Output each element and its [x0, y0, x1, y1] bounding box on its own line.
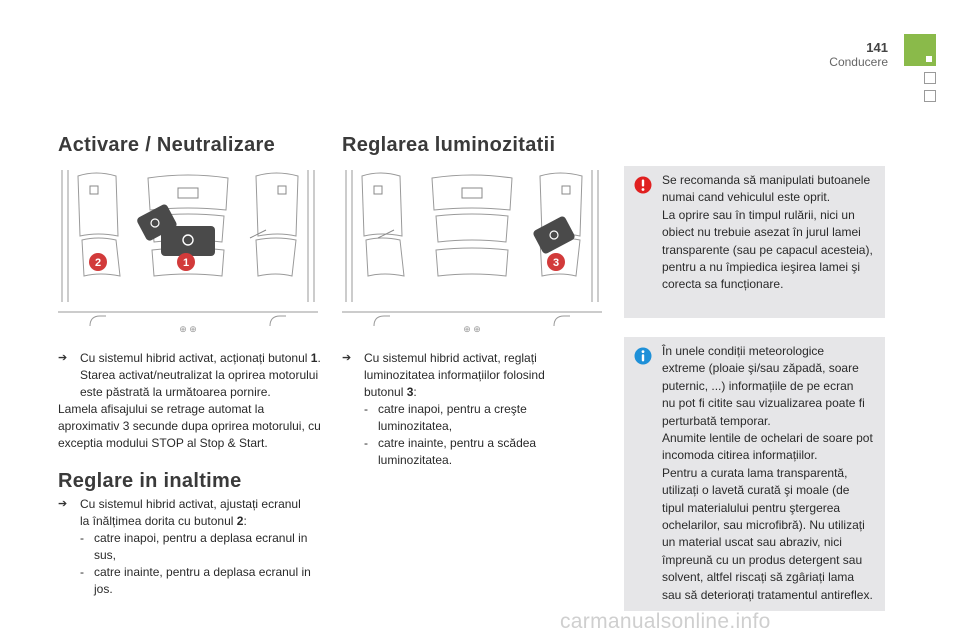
activate-text: ➔ Cu sistemul hibrid activat, acționați butonul 1. Starea activat/neutralizat la oprirea motorului este păstrată la următoarea pornire. Lamela afisajului se retrage automat la aproximativ 3 secunde dupa oprirea motorului, cu exceptia modului STOP al Stop & Start.	[58, 351, 321, 450]
brightness-text: ➔ Cu sistemul hibrid activat, reglați luminozitatea informațiilor folosind butonul 3: - catre inapoi, pentru a creşte luminozitatea, - catre inainte, pentru a scădea luminozitatea.	[342, 351, 545, 467]
switch-panel-illustration-right	[340, 166, 604, 342]
warning-note-text: Se recomanda să manipulati butoanele numai cand vehiculul este oprit. La oprire sau în timpul rulării, nici un obiect nu trebuie asezat în jurul lamei transparente (sau pe capacul acesteia), pentru a nu împiedica ieşirea lamei şi corecta sa funcționare.	[662, 173, 873, 292]
info-note-text: În unele condiții meteorologice extreme (ploaie şi/sau zăpadă, soare puternic, ...) informațiile de pe ecran nu pot fi citite sau vizualizarea poate fi perturbată temporar. Anumite lentile de ochelari de soare pot incomoda citirea informațiilor. Pentru a curata lama transparentă, utilizați o lavetă curată şi moale (de tipul materialului pentru ştergerea ochelarilor, sau microfibră). Nu utilizați un material uscat sau abraziv, nici împreună cu un produs detergent sau solvent, altfel riscați să zgâriați lama sau să deteriorați tratamentul antireflex.	[662, 344, 873, 602]
info-icon	[634, 347, 652, 365]
chapter-tab	[904, 34, 936, 66]
callout-2-label: 2	[94, 257, 102, 269]
chapter-tab-empty-1	[924, 72, 936, 84]
page-number: 141	[866, 40, 888, 55]
warning-icon	[634, 176, 652, 194]
switch-panel-illustration-left	[56, 166, 320, 342]
height-text: ➔ Cu sistemul hibrid activat, ajustați ecranul la înălțimea dorita cu butonul 2: - catre inapoi, pentru a deplasa ecranul in sus, - catre inainte, pentru a deplasa ecranul in jos.	[58, 497, 311, 596]
watermark: carmanualsonline.info	[560, 610, 771, 633]
bullet-arrow-icon: ➔	[58, 352, 68, 364]
svg-text:⊕ ⊕: ⊕ ⊕	[463, 324, 481, 334]
warning-note	[624, 166, 885, 318]
bullet-arrow-icon: ➔	[58, 498, 68, 510]
callout-1-label: 1	[182, 257, 190, 269]
section-title-activate: Activare / Neutralizare	[58, 134, 275, 156]
bullet-arrow-icon: ➔	[342, 352, 352, 364]
svg-text:⊕ ⊕: ⊕ ⊕	[179, 324, 197, 334]
chapter-title: Conducere	[829, 55, 888, 69]
callout-3-label: 3	[552, 257, 560, 269]
section-title-height: Reglare in inaltime	[58, 470, 242, 492]
chapter-tab-empty-2	[924, 90, 936, 102]
section-title-brightness: Reglarea luminozitatii	[342, 134, 556, 156]
info-note	[624, 337, 885, 611]
